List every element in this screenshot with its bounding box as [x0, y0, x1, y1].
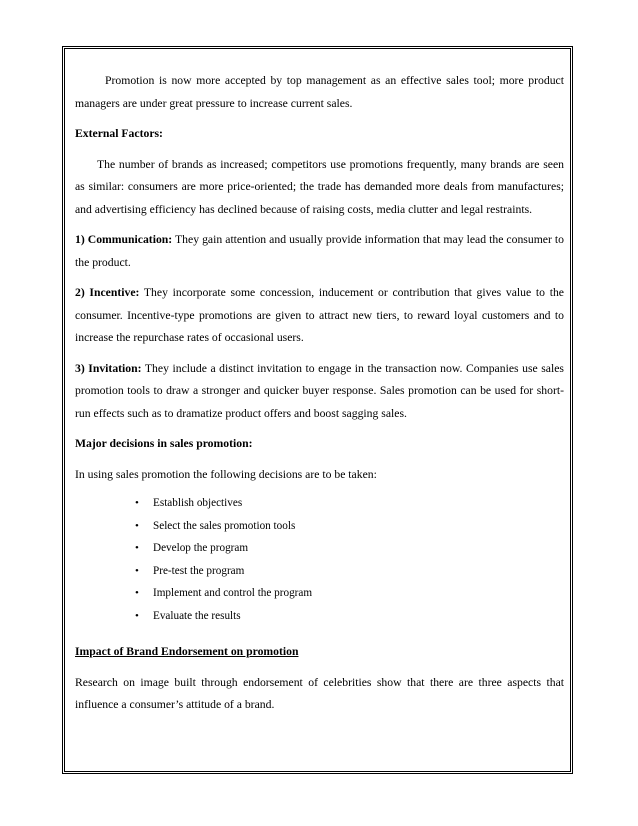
invitation-label: 3) Invitation: — [75, 361, 142, 375]
intro-paragraph: Promotion is now more accepted by top management as an effective sales tool; more product managers are under great pressure to increase current sales. — [75, 74, 564, 110]
list-item: • Evaluate the results — [153, 605, 564, 628]
list-item: • Develop the program — [153, 537, 564, 560]
decisions-list — [75, 492, 564, 627]
bullet-icon: • — [135, 587, 139, 599]
communication-paragraph — [75, 229, 564, 274]
communication-text: They gain attention and usually provide information that may lead the consumer to the product. — [75, 233, 564, 269]
bullet-icon: • — [135, 497, 139, 509]
document-body — [75, 70, 564, 717]
list-item: • Select the sales promotion tools — [153, 515, 564, 538]
incentive-label: 2) Incentive: — [75, 286, 140, 299]
bullet-icon: • — [135, 519, 139, 532]
list-item: • Pre-test the program — [153, 560, 564, 583]
impact-heading: Impact of Brand Endorsement on promotion — [75, 645, 299, 658]
communication-label: 1) Communication: — [75, 233, 173, 246]
major-decisions-heading: Major decisions in sales promotion: — [75, 437, 253, 450]
incentive-text: They incorporate some concession, inducement or contribution that gives value to the consumer. Incentive-type promotions are given to attract new tiers, to reward loyal customers and to increase the repurchase rates of occasional users. — [75, 286, 564, 344]
impact-paragraph: Research on image built through endorsement of celebrities show that there are three aspects that influence a consumer’s attitude of a brand. — [75, 675, 564, 711]
bullet-icon: • — [135, 564, 139, 577]
bullet-icon: • — [135, 542, 139, 554]
bullet-icon: • — [135, 609, 139, 622]
external-factors-paragraph: The number of brands as increased; competitors use promotions frequently, many brands are seen as similar: consumers are more price-oriented; the trade has demanded more deals from manufactures; and advertising efficiency has declined because of raising costs, media clutter and legal restraints. — [75, 157, 564, 216]
major-decisions-intro: In using sales promotion the following decisions are to be taken: — [75, 467, 377, 481]
invitation-paragraph — [75, 358, 564, 426]
list-item: • Implement and control the program — [153, 582, 564, 605]
external-factors-heading: External Factors: — [75, 127, 163, 140]
incentive-paragraph — [75, 282, 564, 350]
list-item: • Establish objectives — [153, 492, 564, 515]
invitation-text: They include a distinct invitation to engage in the transaction now. Companies use sales promotion tools to draw a stronger and quicker buyer response. Sales promotion can be used for short- run effects such as to dramatize product offers and boost sagging sales. — [75, 361, 564, 420]
